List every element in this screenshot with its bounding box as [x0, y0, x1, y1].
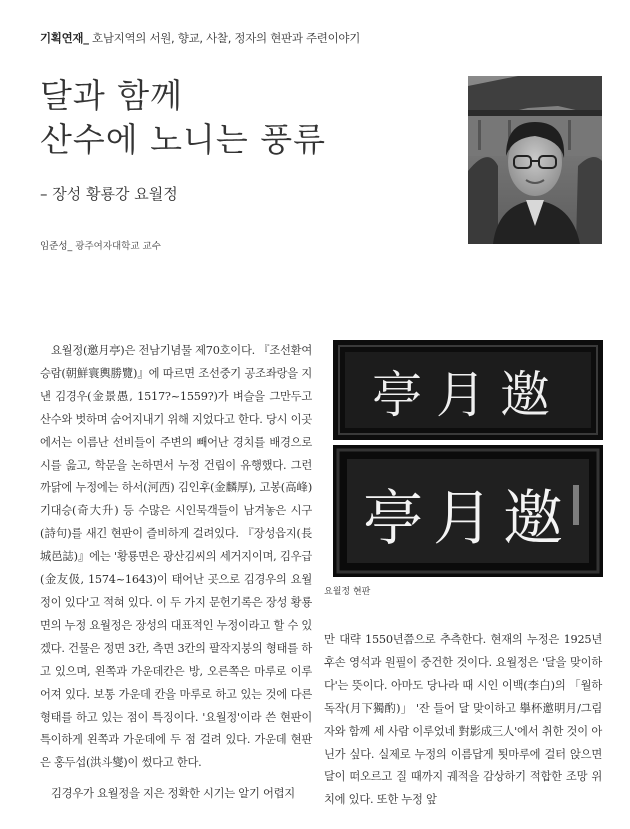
body-column-left	[40, 340, 312, 806]
series-title: 호남지역의 서원, 향교, 사찰, 정자의 현판과 주련이야기	[88, 31, 361, 45]
body-column-right	[324, 629, 602, 812]
plaque-lower-text: 亭月邀	[363, 484, 573, 554]
title-line-1: 달과 함께	[40, 76, 184, 115]
series-tag: 기획연재_	[40, 31, 89, 45]
article-subtitle: – 장성 황룡강 요월정	[40, 185, 178, 203]
body-paragraph: 만 대략 1550년쯤으로 추측한다. 현재의 누정은 1925년 후손 영석과 원필이 중건한 것이다. 요월정은 '달을 맞이하다'는 뜻이다. 아마도 당나라 때 시인 이백(李白)의 「월하독작(月下獨酌)」 '잔 들어 달 맞이하고 擧杯邀明月/그림자와 함께 세 사람 이루었네 對影成三人'에서 취한 것이 아닌가 싶다. 실제로 누정의 이름답게 툇마루에 걸터 앉으면 달이 떠오르고 질 때까지 궤적을 감상하기 적합한 조망 위치에 있다. 또한 누정 앞	[324, 633, 602, 807]
author-photo	[468, 76, 602, 244]
body-paragraph: 요월정(邀月亭)은 전남기념물 제70호이다. 『조선환여승람(朝鮮寰輿勝覽)』에 따르면 조선중기 공조좌랑을 지낸 김경우(金景愚, 1517?~1559?)가 벼슬을 그만두고 산수와 벗하며 숨어지내기 위해 지었다고 한다. 당시 이곳에서는 이름난 선비들이 주변의 빼어난 경치를 배경으로 시를 읊고, 학문을 논하면서 누정 건립이 유행했다. 그런 까닭에 누정에는 하서(河西) 김인후(金麟厚), 고봉(高峰) 기대승(奇大升) 등 수많은 시인묵객들이 남겨놓은 시구(詩句)를 새긴 현판이 즐비하게 걸려있다. 『장성읍지(長城邑誌)』에는 '황룡면은 광산김씨의 세거지이며, 김우급(金友伋, 1574~1643)이 태어난 곳으로 김경우의 요월정이 있다'고 적혀 있다. 이 두 가지 문헌기록은 장성 황룡면의 누정 요월정은 장성의 대표적인 누정이라고 할 수 있겠다. 건물은 정면 3칸, 측면 3칸의 팔작지붕의 형태를 하고 있으며, 왼쪽과 가운데칸은 방, 오른쪽은 마루로 이루어져 있다. 보통 가운데 칸을 마루로 하고 있는 것에 다른 형태를 하고 있는 점이 특징이다. '요월정'이라 쓴 현판이 특이하게 왼쪽과 가운데에 두 점 걸려 있다. 가운데 현판은 홍두섭(洪斗燮)이 썼다고 한다.	[40, 344, 313, 770]
author-role: 광주여자대학교 교수	[72, 241, 161, 252]
title-line-2: 산수에 노니는 풍류	[40, 120, 327, 159]
series-header	[40, 30, 360, 46]
body-paragraph: 김경우가 요월정을 지은 정확한 시기는 알기 어렵지	[51, 787, 295, 801]
plaque-photo-lower	[333, 445, 603, 577]
plaque-caption: 요월정 현판	[324, 587, 371, 597]
plaque-upper-text: 亭月邀	[372, 366, 564, 424]
plaque-photo-upper	[333, 340, 603, 440]
article-title	[40, 74, 326, 162]
byline	[40, 238, 161, 252]
author-name: 임준성_	[40, 241, 73, 252]
